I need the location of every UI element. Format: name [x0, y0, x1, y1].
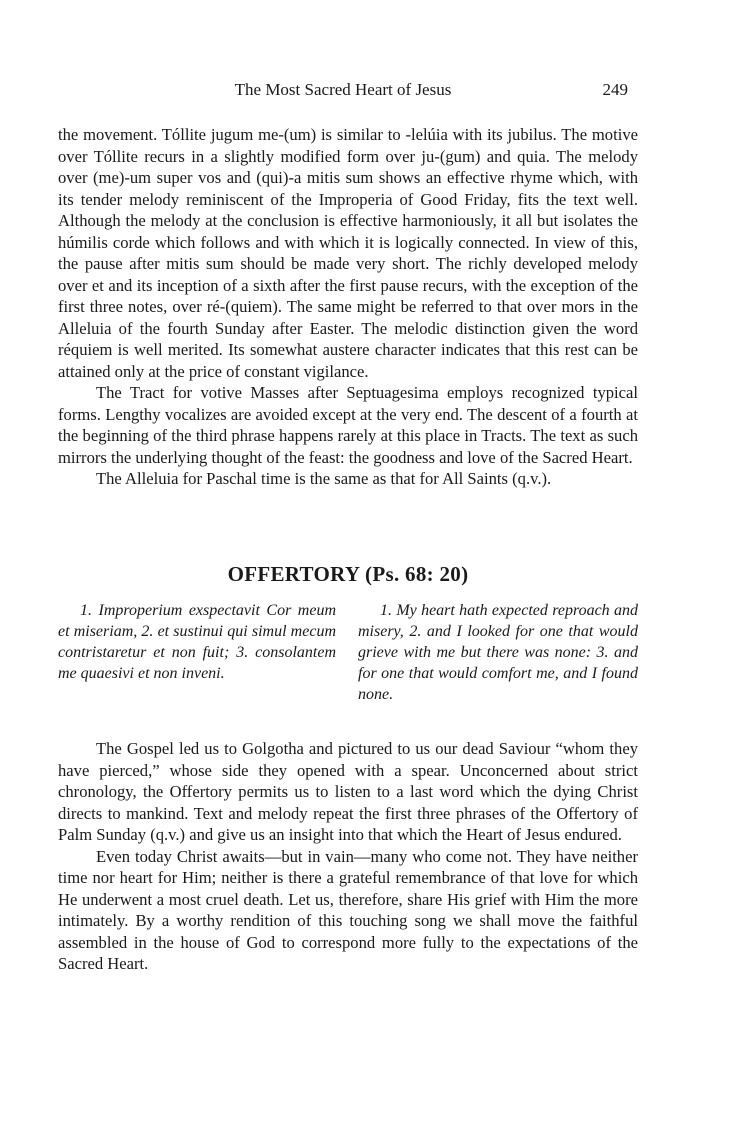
- running-header: [58, 80, 628, 104]
- section-heading-offertory: OFFERTORY (Ps. 68: 20): [227, 562, 469, 586]
- page-number: 249: [602, 80, 628, 99]
- english-text: 1. My heart hath expected reproach and misery, 2. and I looked for one that would grieve with me but there was none: 3. and for one that would comfort me, and I found none.: [358, 602, 638, 703]
- latin-text-column: [58, 600, 336, 684]
- running-title: The Most Sacred Heart of Jesus: [234, 80, 452, 99]
- paragraph-christ-awaits: Even today Christ awaits—but in vain—many who come not. They have neither time nor heart for Him; neither is there a grateful remembrance of that love for which He underwent a most cruel death. Let us, therefore, share His grief with Him the more intimately. By a worthy rendition of this touching song we shall move the faithful assembled in the house of God to correspond more fully to the expectations of the Sacred Heart.: [58, 846, 638, 973]
- latin-text: 1. Improperium exspectavit Cor meum et miseriam, 2. et sustinui qui simul mecum contristaretur et non fuit; 3. consolantem me quaesivi et non inveni.: [58, 602, 336, 682]
- english-text-column: [358, 600, 638, 705]
- commentary-bottom: [58, 738, 638, 975]
- paragraph-paschal-alleluia: The Alleluia for Paschal time is the same as that for All Saints (q.v.).: [96, 469, 552, 488]
- paragraph-alleluia-commentary: the movement. Tóllite jugum me-(um) is similar to -lelúia with its jubilus. The motive over Tóllite recurs in a slightly modified form over ju-(gum) and quia. The melody over (me)-um super vos and (qui)-a mitis sum shows an effective rhyme which, with its tender melody reminiscent of the Improperia of Good Friday, fits the text well. Although the melody at the conclusion is effective harmoniously, it all but isolates the húmilis corde which follows and with which it is logically connected. In view of this, the pause after mitis sum should be made very short. The richly developed melody over et and its inception of a sixth after the first pause recurs, with the exception of the first three notes, over ré-(quiem). The same might be referred to that over mors in the Alleluia of the fourth Sunday after Easter. The melodic distinction given the word réquiem is well merited. Its somewhat austere character indicates that this rest can be attained only at the price of constant vigilance.: [58, 125, 638, 381]
- paragraph-tract: The Tract for votive Masses after Septuagesima employs recognized typical forms. Lengthy vocalizes are avoided except at the very end. The descent of a fourth at the beginning of the third phrase happens rarely at this place in Tracts. The text as such mirrors the underlying thought of the feast: the goodness and love of the Sacred Heart.: [58, 383, 638, 467]
- commentary-top: [58, 124, 638, 490]
- paragraph-gospel: The Gospel led us to Golgotha and pictured to us our dead Saviour “whom they have pierced,” whose side they opened with a spear. Unconcerned about strict chronology, the Offertory permits us to listen to a last word which the dying Christ directs to mankind. Text and melody repeat the first three phrases of the Offertory of Palm Sunday (q.v.) and give us an insight into that which the Heart of Jesus endured.: [58, 739, 638, 844]
